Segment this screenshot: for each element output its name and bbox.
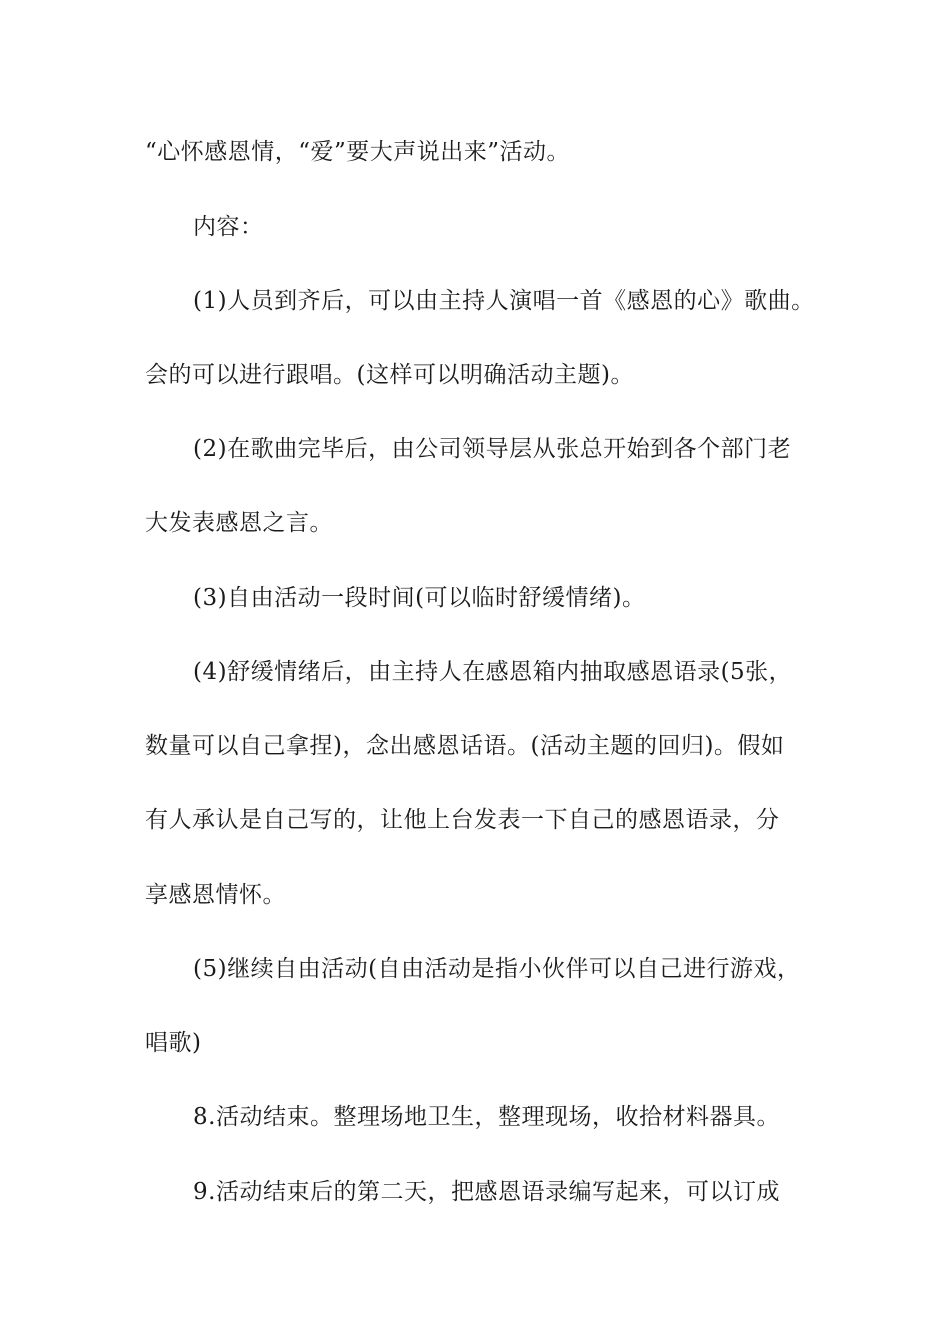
text-line-item-4: (4)舒缓情绪后，由主持人在感恩箱内抽取感恩语录(5张， bbox=[193, 659, 793, 685]
text-line-activity-title: “心怀感恩情，“爱”要大声说出来”活动。 bbox=[145, 139, 571, 165]
text-line-step-9: 9.活动结束后的第二天，把感恩语录编写起来，可以订成 bbox=[193, 1179, 780, 1205]
text-line-item-1: (1)人员到齐后，可以由主持人演唱一首《感恩的心》歌曲。 bbox=[193, 288, 815, 314]
text-line-item-4-cont-2: 有人承认是自己写的，让他上台发表一下自己的感恩语录，分 bbox=[145, 807, 780, 833]
text-line-item-5-cont: 唱歌) bbox=[145, 1030, 202, 1056]
text-line-item-2-cont: 大发表感恩之言。 bbox=[145, 510, 333, 536]
text-line-item-1-cont: 会的可以进行跟唱。(这样可以明确活动主题)。 bbox=[145, 362, 634, 388]
text-line-item-5: (5)继续自由活动(自由活动是指小伙伴可以自己进行游戏， bbox=[193, 956, 801, 982]
text-line-item-3: (3)自由活动一段时间(可以临时舒缓情绪)。 bbox=[193, 585, 646, 611]
text-line-item-2: (2)在歌曲完毕后，由公司领导层从张总开始到各个部门老 bbox=[193, 436, 792, 462]
text-line-item-4-cont-3: 享感恩情怀。 bbox=[145, 882, 286, 908]
text-line-step-8: 8.活动结束。整理场地卫生，整理现场，收拾材料器具。 bbox=[193, 1104, 780, 1130]
text-line-item-4-cont-1: 数量可以自己拿捏)，念出感恩话语。(活动主题的回归)。假如 bbox=[145, 733, 785, 759]
text-line-content-heading: 内容： bbox=[193, 214, 264, 240]
